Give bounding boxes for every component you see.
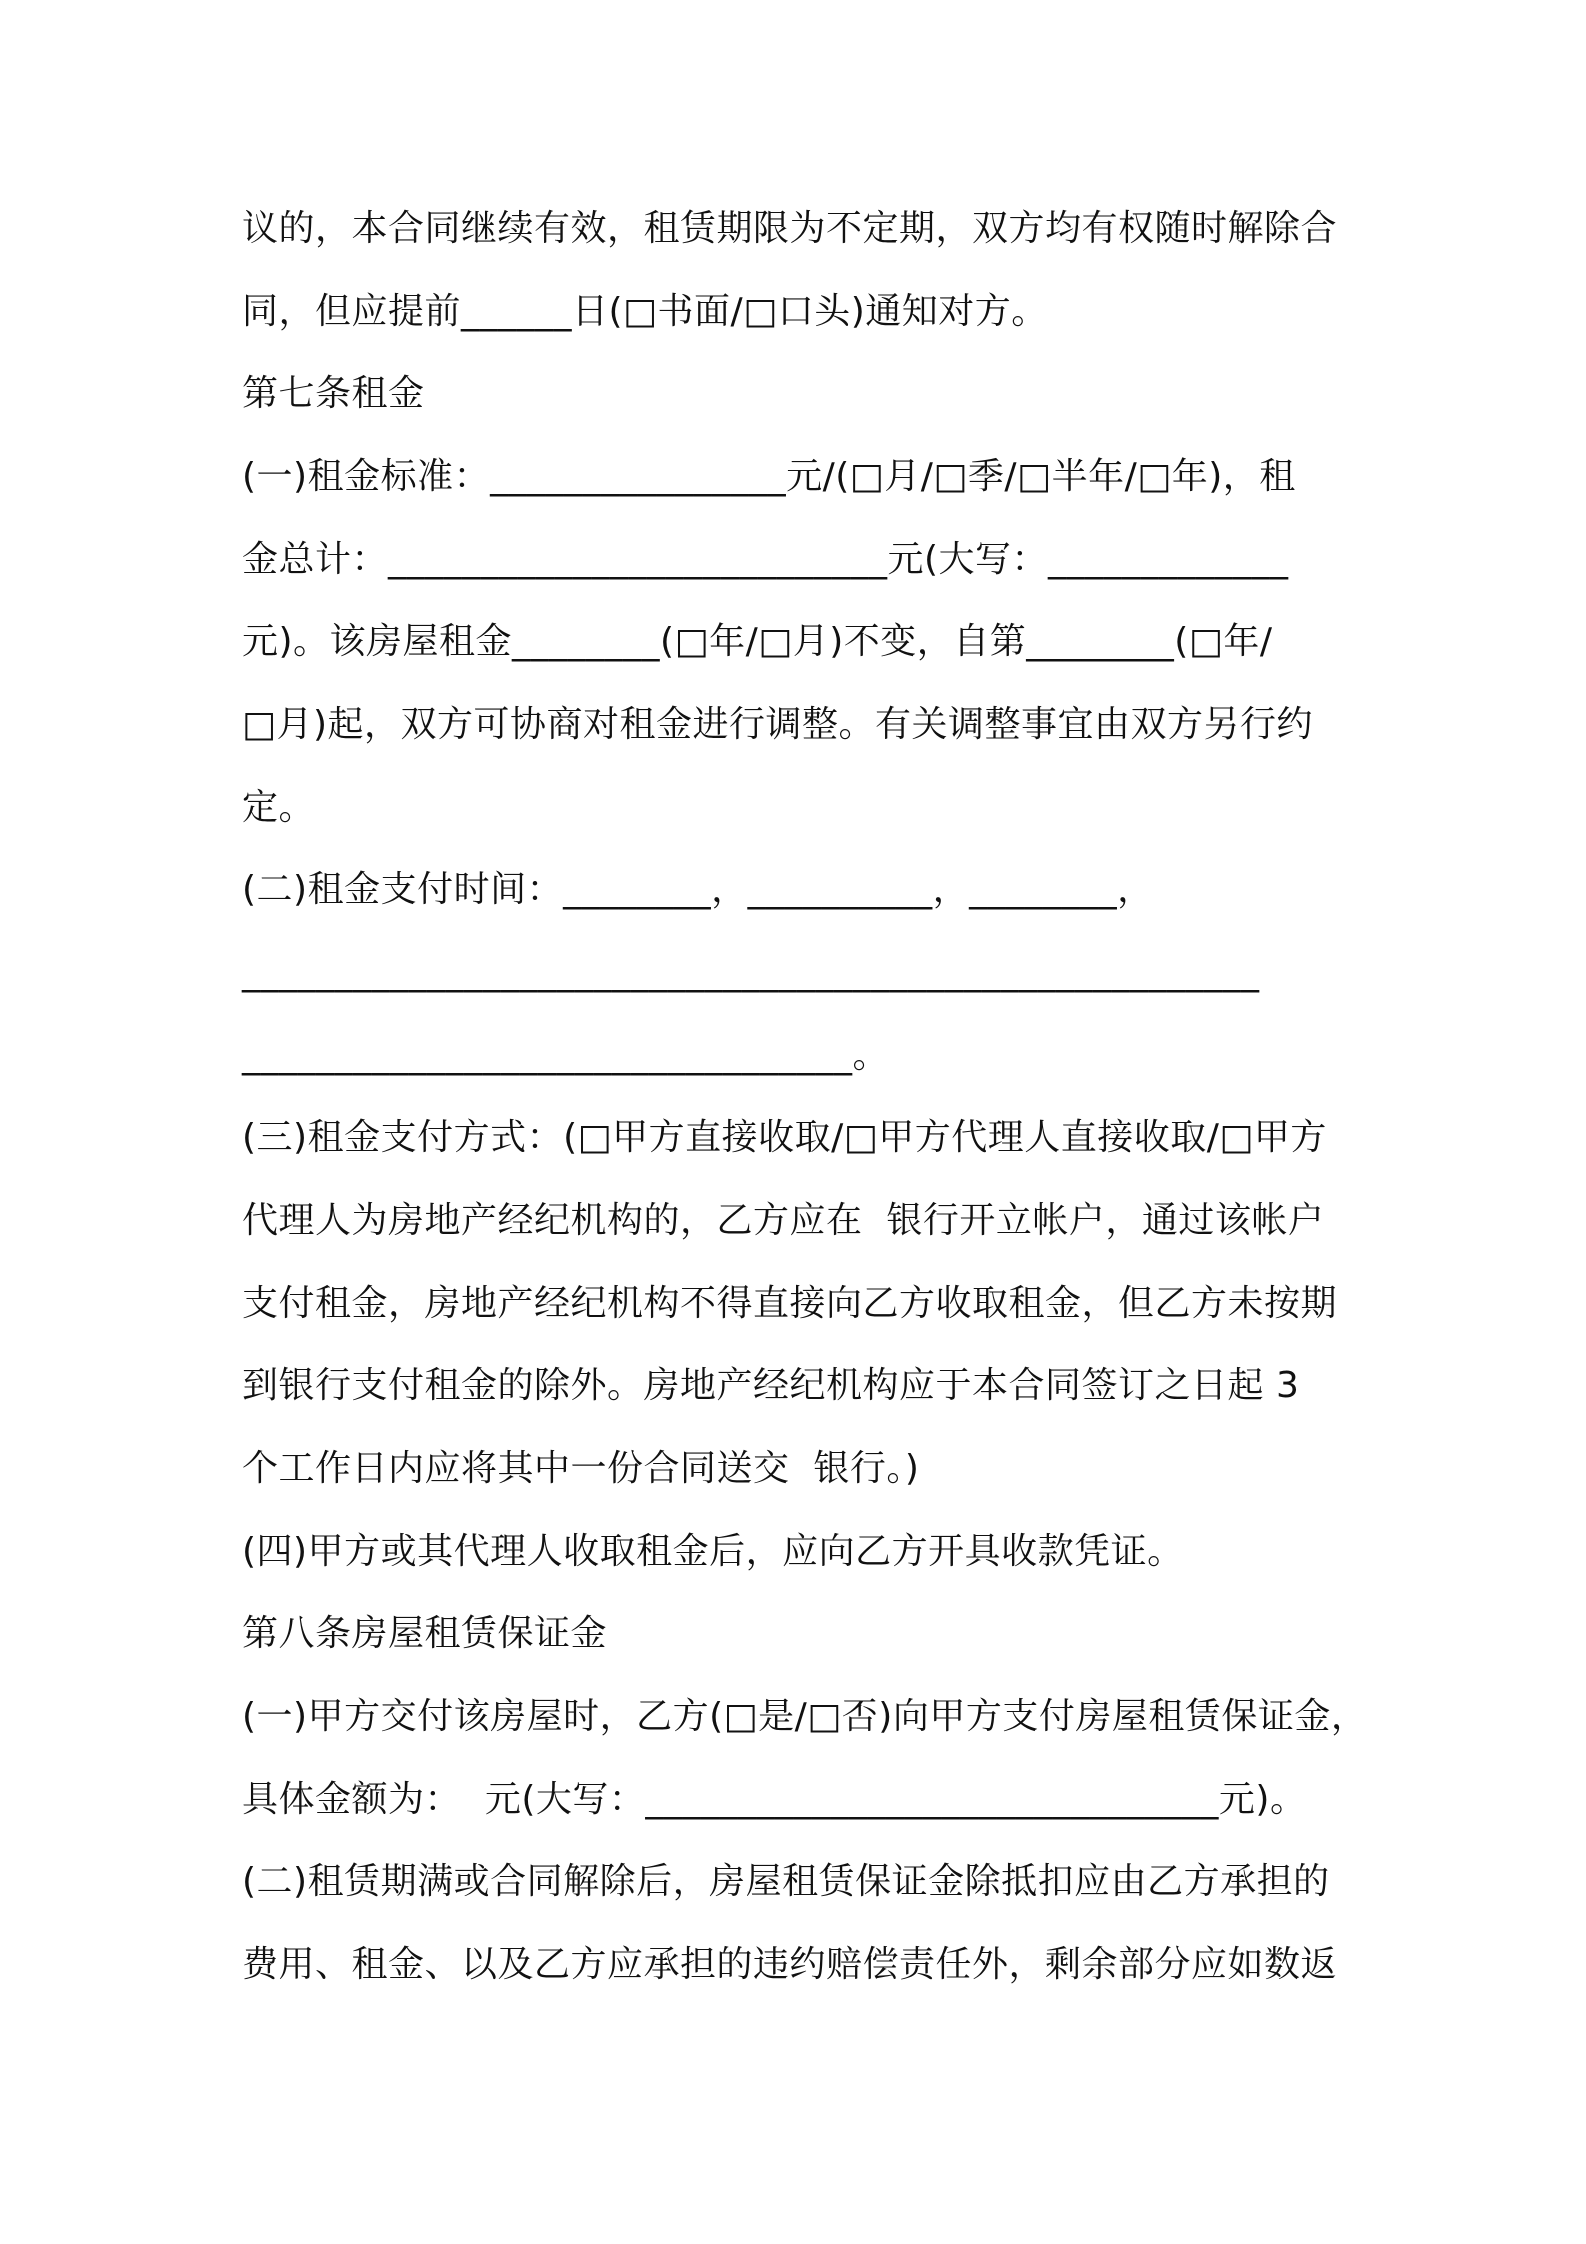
text-line: 同，但应提前______日(□书面/□口头)通知对方。 [242,291,1048,332]
text-line: (四)甲方或其代理人收取租金后，应向乙方开具收款凭证。 [242,1531,1184,1572]
text-line: 议的，本合同继续有效，租赁期限为不定期，双方均有权随时解除合 [242,208,1338,249]
text-line: (三)租金支付方式：(□甲方直接收取/□甲方代理人直接收取/□甲方 [242,1117,1327,1158]
text-line: 费用、租金、以及乙方应承担的违约赔偿责任外，剩余部分应如数返 [242,1944,1338,1985]
text-line: 具体金额为： 元(大写：_______________________________元)。 [242,1779,1307,1820]
text-line: 个工作日内应将其中一份合同送交 银行。) [242,1448,920,1489]
text-line: 到银行支付租金的除外。房地产经纪机构应于本合同签订之日起 3 [242,1365,1300,1406]
section-heading: 第七条租金 [242,373,425,414]
text-line: 支付租金，房地产经纪机构不得直接向乙方收取租金，但乙方未按期 [242,1283,1338,1324]
text-line: (二)租金支付时间：________，__________，________， [242,869,1154,910]
text-line: (一)甲方交付该房屋时，乙方(□是/□否)向甲方支付房屋租赁保证金， [242,1696,1368,1737]
text-line: 金总计：___________________________元(大写：_____________ [242,539,1289,580]
text-line: _______________________________________________________ [242,952,1260,993]
text-line: 定。 [242,787,316,828]
text-line: (一)租金标准：________________元/(□月/□季/□半年/□年)，租 [242,456,1296,497]
section-heading: 第八条房屋租赁保证金 [242,1613,608,1654]
text-line: (二)租赁期满或合同解除后，房屋租赁保证金除抵扣应由乙方承担的 [242,1861,1330,1902]
text-line: _________________________________。 [242,1035,889,1076]
text-line: 元)。该房屋租金________(□年/□月)不变，自第________(□年/ [242,621,1273,662]
text-line: □月)起，双方可协商对租金进行调整。有关调整事宜由双方另行约 [242,704,1314,745]
text-line: 代理人为房地产经纪机构的，乙方应在 银行开立帐户，通过该帐户 [242,1200,1325,1241]
